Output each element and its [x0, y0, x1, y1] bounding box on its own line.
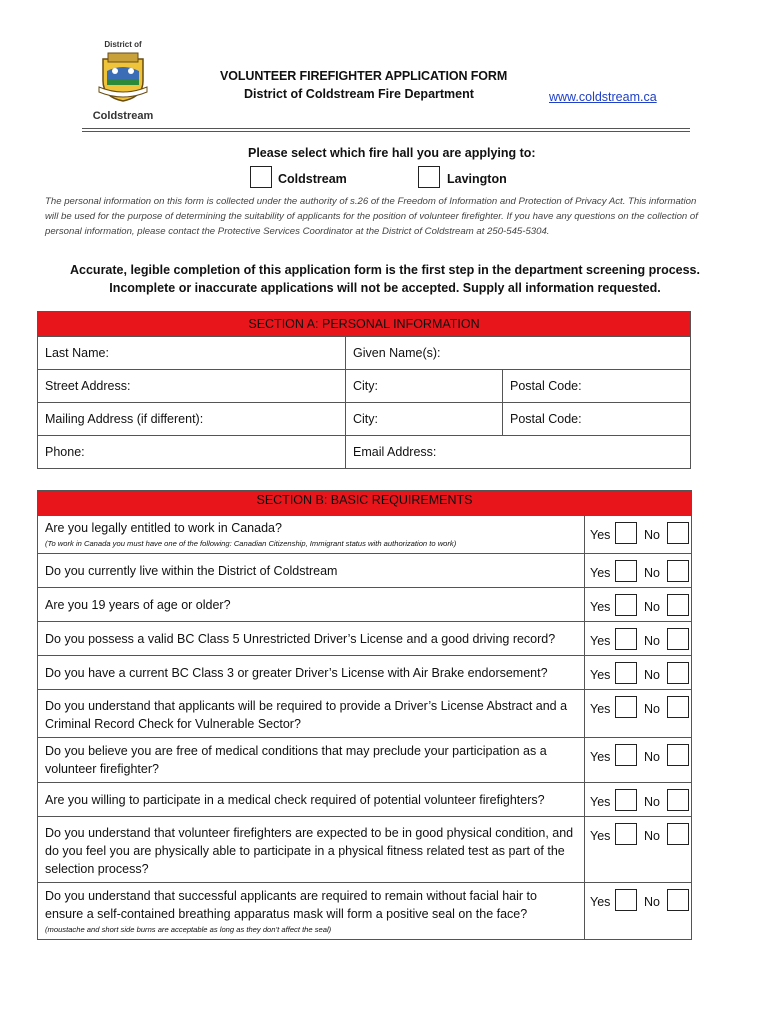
yes-label: Yes — [590, 750, 611, 764]
lavington-checkbox[interactable] — [418, 166, 440, 188]
phone-field[interactable]: Phone: — [38, 436, 346, 469]
question-row — [38, 817, 692, 883]
yes-checkbox[interactable] — [615, 560, 637, 582]
mailing-address-field[interactable]: Mailing Address (if different): — [38, 403, 346, 436]
last-name-field[interactable]: Last Name: — [38, 337, 346, 370]
yes-checkbox[interactable] — [615, 662, 637, 684]
coldstream-checkbox[interactable] — [250, 166, 272, 188]
no-label: No — [644, 795, 660, 809]
question-row — [38, 656, 692, 690]
no-label: No — [644, 829, 660, 843]
no-label: No — [644, 634, 660, 648]
no-label: No — [644, 566, 660, 580]
question-row — [38, 516, 692, 554]
yes-label: Yes — [590, 895, 611, 909]
yes-label: Yes — [590, 600, 611, 614]
question-row — [38, 738, 692, 783]
question-text: Do you understand that successful applicants are required to remain without facial hair to ensure a self-contained breathing apparatus mask will form a positive seal on the face? — [45, 889, 537, 921]
district-crest-icon — [95, 51, 151, 103]
yes-checkbox[interactable] — [615, 628, 637, 650]
city-field[interactable]: City: — [346, 370, 503, 403]
no-checkbox[interactable] — [667, 522, 689, 544]
email-field[interactable]: Email Address: — [346, 436, 691, 469]
question-text: Are you willing to participate in a medical check required of potential volunteer firefighters? — [45, 793, 545, 807]
no-checkbox[interactable] — [667, 594, 689, 616]
section-a-table — [37, 311, 691, 469]
accuracy-notice — [45, 261, 725, 297]
yes-label: Yes — [590, 528, 611, 542]
no-checkbox[interactable] — [667, 696, 689, 718]
yes-checkbox[interactable] — [615, 889, 637, 911]
no-checkbox[interactable] — [667, 823, 689, 845]
mailing-postal-code-field[interactable]: Postal Code: — [503, 403, 691, 436]
yes-label: Yes — [590, 566, 611, 580]
form-title: VOLUNTEER FIREFIGHTER APPLICATION FORM — [220, 69, 508, 83]
yes-label: Yes — [590, 634, 611, 648]
no-label: No — [644, 702, 660, 716]
question-text: Are you 19 years of age or older? — [45, 598, 231, 612]
no-checkbox[interactable] — [667, 889, 689, 911]
privacy-notice: The personal information on this form is collected under the authority of s.26 of the Freedom of Information and Protection of Privacy Act. This information will be used for the purpose of determining the suitability of applicants for the position of volunteer firefighter. If you have any questions on the collection of personal information, please contact the Protective Services Coordinator at the District of Coldstream at 250-545-5304. — [45, 196, 698, 237]
question-row — [38, 883, 692, 940]
question-text: Do you have a current BC Class 3 or greater Driver’s License with Air Brake endorsement? — [45, 666, 548, 680]
question-row — [38, 554, 692, 588]
district-logo — [82, 40, 164, 126]
fire-hall-prompt: Please select which fire hall you are applying to: — [248, 146, 536, 160]
header-divider-secondary — [82, 131, 690, 132]
logo-top-text: District of — [104, 40, 142, 49]
question-row — [38, 783, 692, 817]
header-divider — [82, 128, 690, 129]
yes-label: Yes — [590, 795, 611, 809]
lavington-label: Lavington — [447, 172, 507, 186]
yes-label: Yes — [590, 668, 611, 682]
mailing-city-field[interactable]: City: — [346, 403, 503, 436]
no-label: No — [644, 528, 660, 542]
logo-town-name: Coldstream — [92, 110, 154, 122]
question-note: (To work in Canada you must have one of the following: Canadian Citizenship, Immigrant status with authorization to work) — [45, 539, 457, 548]
yes-checkbox[interactable] — [615, 594, 637, 616]
no-label: No — [644, 750, 660, 764]
accuracy-line-2: Incomplete or inaccurate applications will not be accepted. Supply all information requested. — [109, 281, 661, 295]
no-checkbox[interactable] — [667, 560, 689, 582]
no-label: No — [644, 895, 660, 909]
question-text: Do you possess a valid BC Class 5 Unrestricted Driver’s License and a good driving record? — [45, 632, 556, 646]
coldstream-label: Coldstream — [278, 172, 347, 186]
no-checkbox[interactable] — [667, 628, 689, 650]
yes-checkbox[interactable] — [615, 823, 637, 845]
no-checkbox[interactable] — [667, 662, 689, 684]
yes-checkbox[interactable] — [615, 696, 637, 718]
question-note: (moustache and short side burns are acceptable as long as they don’t affect the seal) — [45, 925, 332, 934]
question-row — [38, 588, 692, 622]
yes-checkbox[interactable] — [615, 522, 637, 544]
question-text: Are you legally entitled to work in Canada? — [45, 521, 282, 535]
form-subtitle: District of Coldstream Fire Department — [244, 87, 474, 101]
no-checkbox[interactable] — [667, 744, 689, 766]
question-row — [38, 622, 692, 656]
website-link[interactable]: www.coldstream.ca — [549, 90, 657, 104]
yes-checkbox[interactable] — [615, 789, 637, 811]
street-address-field[interactable]: Street Address: — [38, 370, 346, 403]
section-b-table — [37, 490, 692, 940]
question-text: Do you understand that applicants will be required to provide a Driver’s License Abstract and a Criminal Record Check for Vulnerable Sector? — [45, 699, 568, 731]
postal-code-field[interactable]: Postal Code: — [503, 370, 691, 403]
section-b-header: SECTION B: BASIC REQUIREMENTS — [38, 491, 692, 516]
no-label: No — [644, 600, 660, 614]
no-checkbox[interactable] — [667, 789, 689, 811]
question-row — [38, 690, 692, 738]
section-a-header: SECTION A: PERSONAL INFORMATION — [38, 312, 691, 337]
question-text: Do you believe you are free of medical conditions that may preclude your participation as a volunteer firefighter? — [45, 744, 547, 776]
yes-label: Yes — [590, 829, 611, 843]
accuracy-line-1: Accurate, legible completion of this application form is the first step in the department screening process. — [70, 263, 700, 277]
no-label: No — [644, 668, 660, 682]
question-text: Do you currently live within the District of Coldstream — [45, 564, 338, 578]
yes-label: Yes — [590, 702, 611, 716]
yes-checkbox[interactable] — [615, 744, 637, 766]
given-names-field[interactable]: Given Name(s): — [346, 337, 691, 370]
question-text: Do you understand that volunteer firefighters are expected to be in good physical condition, and do you feel you are physically able to participate in a physical fitness related test as part of the selection process? — [45, 826, 574, 876]
